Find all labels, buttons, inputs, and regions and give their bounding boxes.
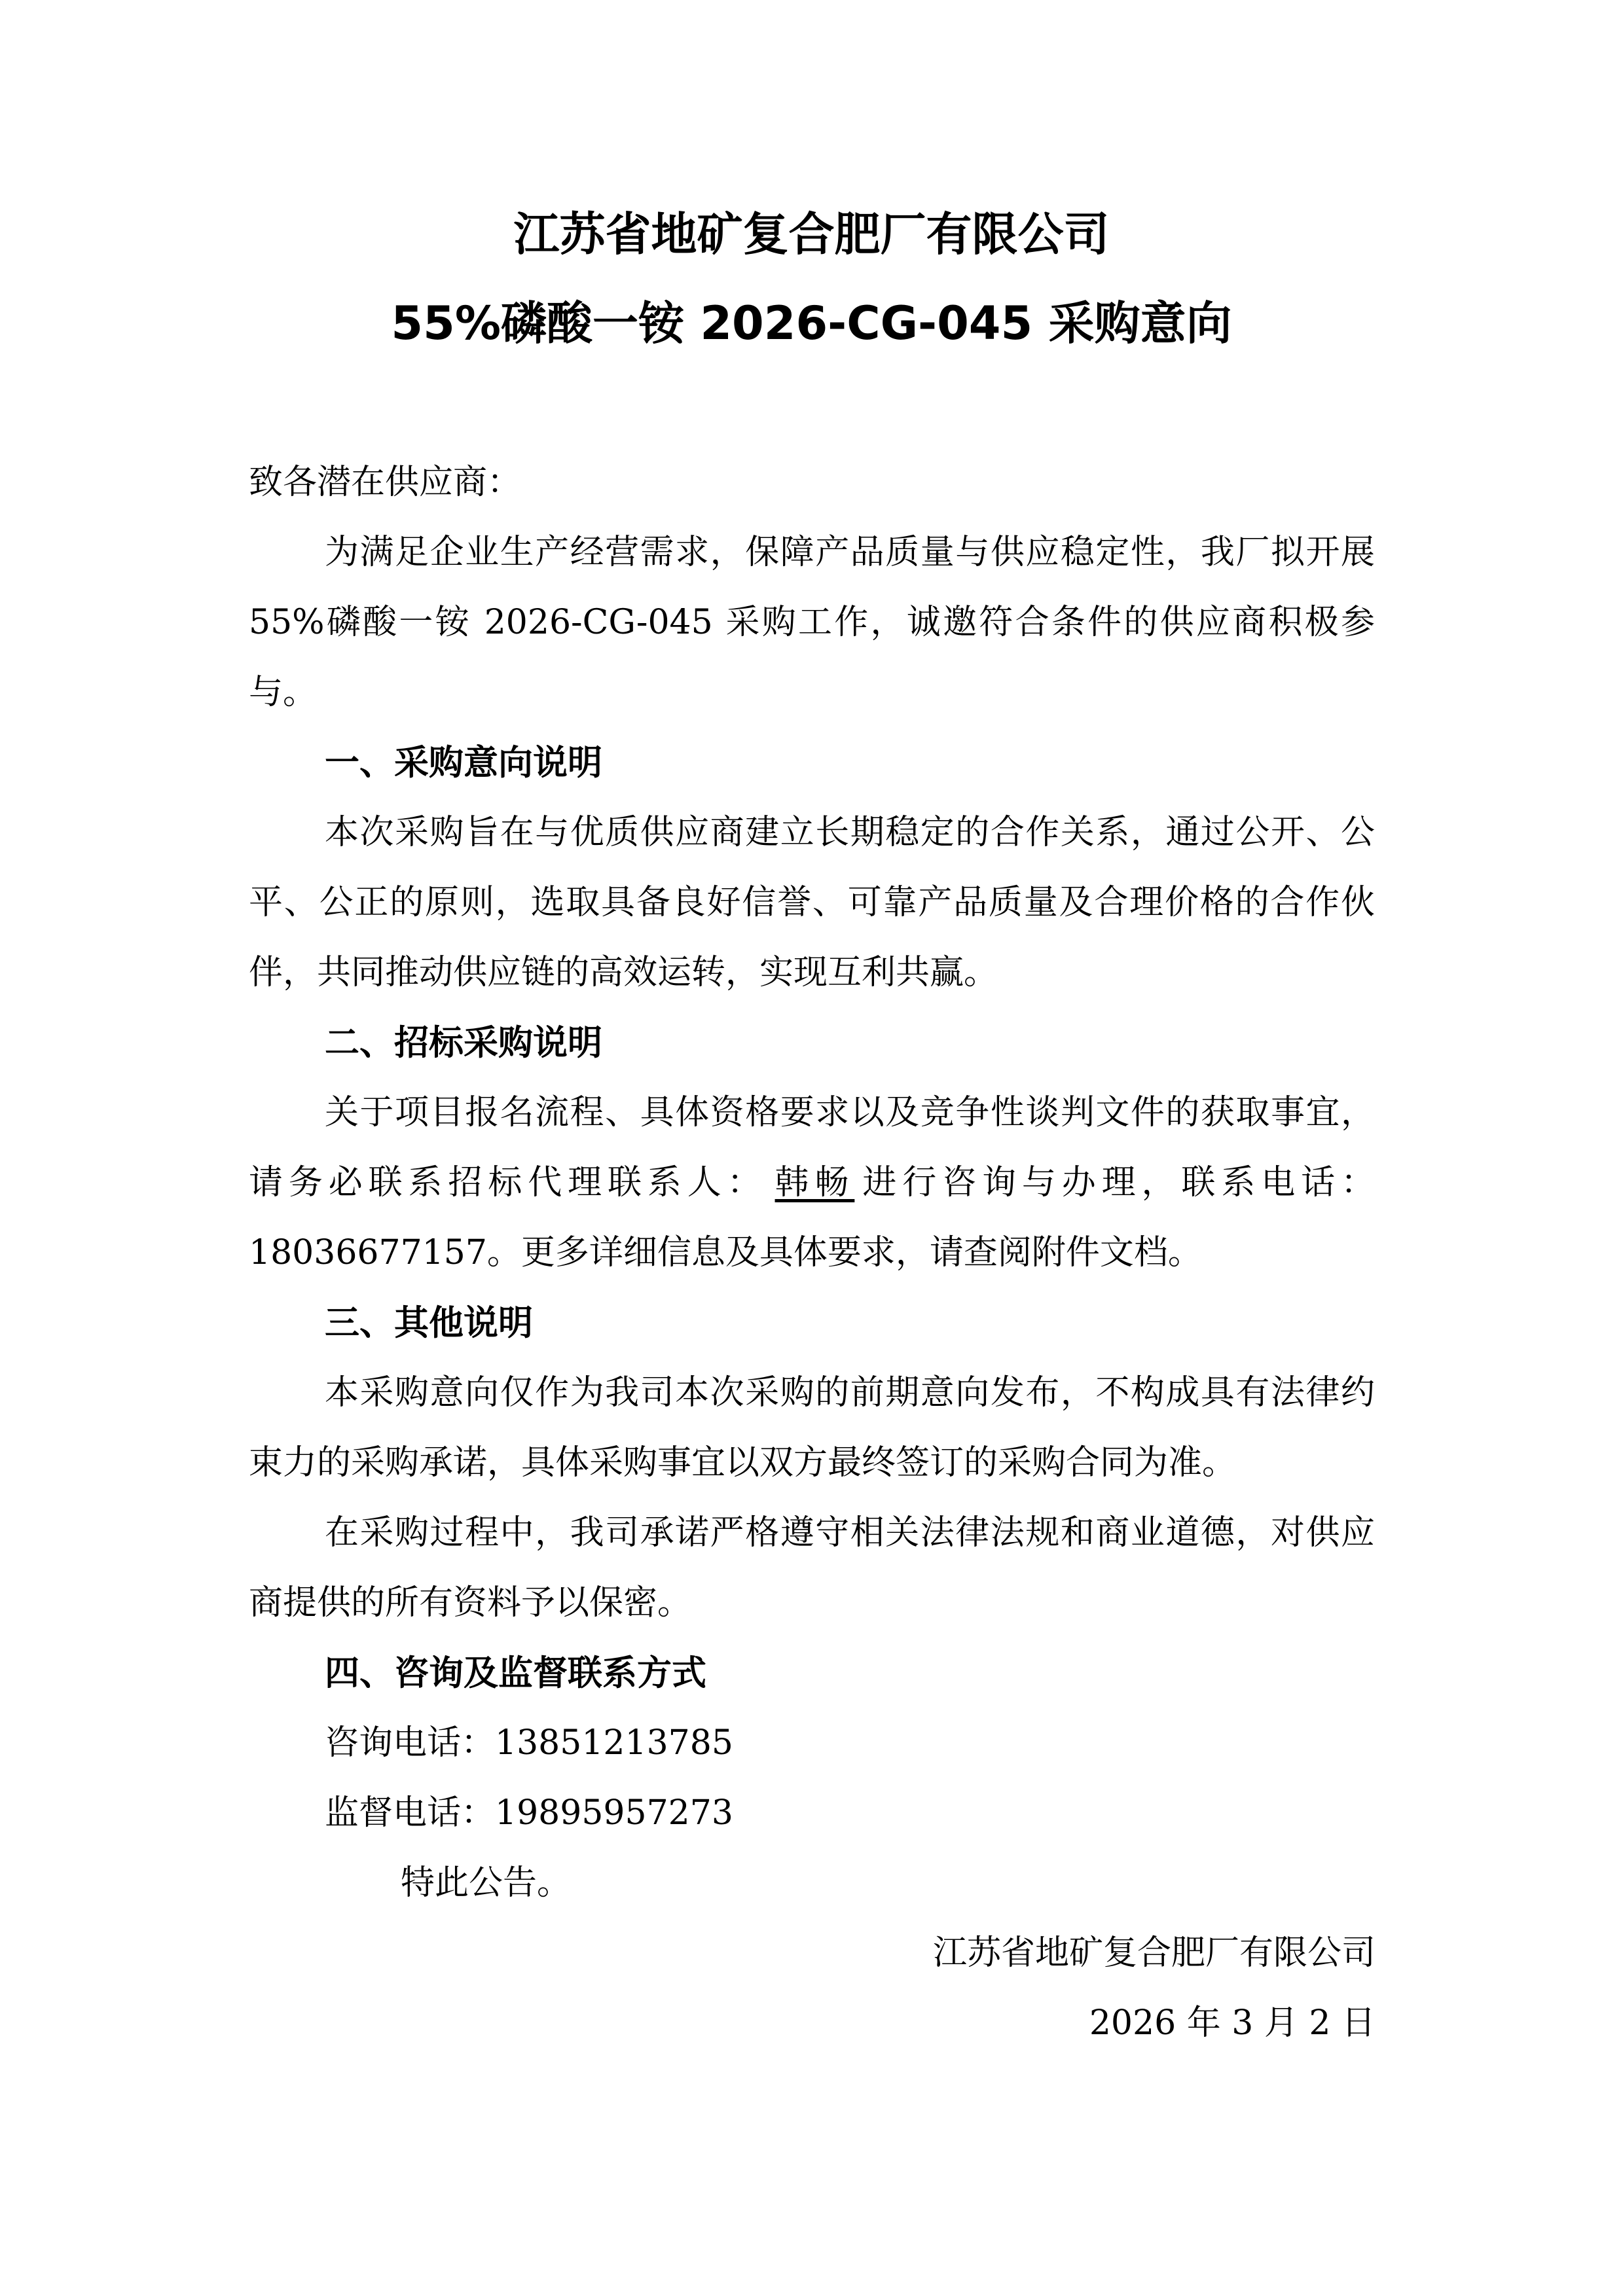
- section-heading-3: 三、其他说明: [325, 1303, 533, 1343]
- document-title-subject: 55%磷酸一铵 2026-CG-045 采购意向: [391, 296, 1232, 350]
- salutation: 致各潜在供应商：: [249, 463, 522, 502]
- section-body-3b: 在采购过程中，我司承诺严格遵守相关法律法规和商业道德，对供应商提供的所有资料予以保密。: [249, 1513, 1375, 1623]
- intro-paragraph: 为满足企业生产经营需求，保障产品质量与供应稳定性，我厂拟开展 55%磷酸一铵 2026-CG-045 采购工作，诚邀符合条件的供应商积极参与。: [249, 533, 1375, 712]
- document-title-company: 江苏省地矿复合肥厂有限公司: [513, 207, 1110, 261]
- supervise-phone: 监督电话：19895957273: [325, 1793, 733, 1833]
- section-heading-2: 二、招标采购说明: [325, 1023, 602, 1063]
- section-heading-4: 四、咨询及监督联系方式: [325, 1653, 706, 1693]
- section-body-1: 本次采购旨在与优质供应商建立长期稳定的合作关系，通过公开、公平、公正的原则，选取具备良好信誉、可靠产品质量及合理价格的合作伙伴，共同推动供应链的高效运转，实现互利共赢。: [249, 813, 1375, 992]
- signature-company: 江苏省地矿复合肥厂有限公司: [932, 1933, 1376, 1973]
- consult-phone: 咨询电话：13851213785: [325, 1723, 733, 1763]
- section-body-2-part1: 关于项目报名流程、具体资格要求以及竞争性谈判文件的获取事宜，请务必联系招标代理联系人：: [249, 1093, 1375, 1202]
- section-heading-1: 一、采购意向说明: [325, 743, 602, 783]
- closing-statement: 特此公告。: [401, 1863, 572, 1903]
- agent-contact-name: 韩畅: [775, 1163, 855, 1202]
- section-body-2-part2: 进行咨询与办理，联系电话：18036677157。更多详细信息及具体要求，请查阅附件文档。: [249, 1163, 1375, 1272]
- section-body-2: [249, 1078, 1375, 1288]
- section-body-3a: 本采购意向仅作为我司本次采购的前期意向发布，不构成具有法律约束力的采购承诺，具体采购事宜以双方最终签订的采购合同为准。: [249, 1373, 1375, 1482]
- signature-date: 2026 年 3 月 2 日: [1089, 2003, 1376, 2043]
